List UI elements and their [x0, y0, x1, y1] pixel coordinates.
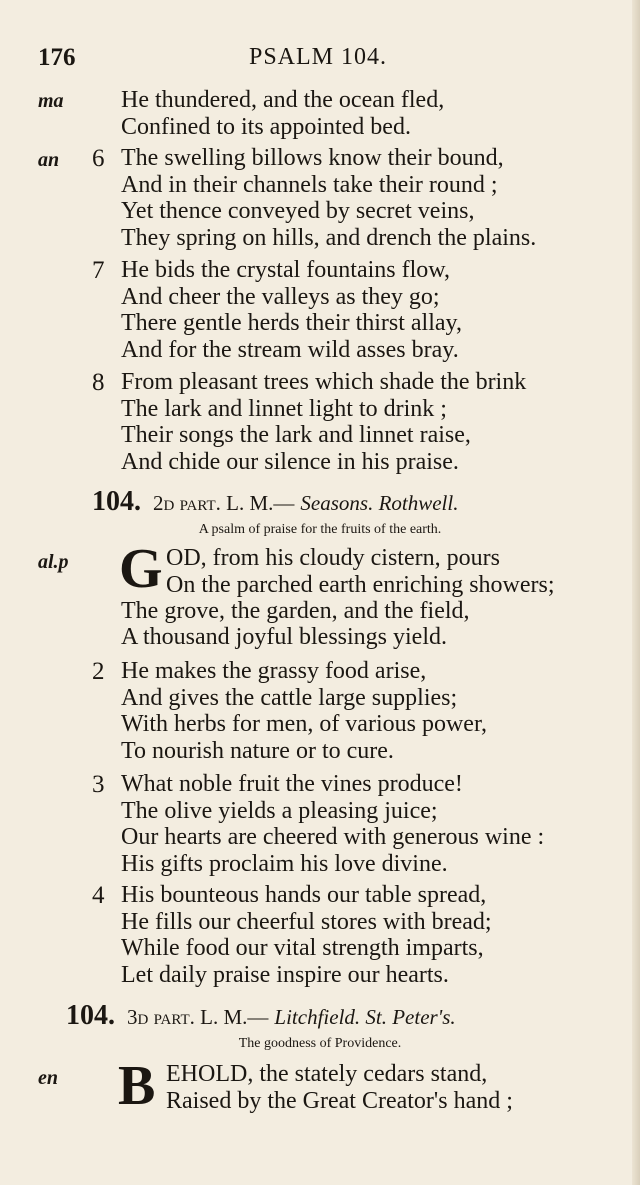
verse-line: There gentle herds their thirst allay, — [121, 310, 462, 336]
hymn-number: 104. — [92, 486, 141, 517]
verse-line: He fills our cheerful stores with bread; — [121, 909, 492, 935]
section-heading-part3 — [66, 1000, 456, 1032]
page-number: 176 — [38, 44, 76, 71]
section-heading-part2 — [92, 486, 458, 518]
verse-line: The olive yields a pleasing juice; — [121, 798, 438, 824]
section-subtitle: A psalm of praise for the fruits of the earth. — [198, 522, 442, 537]
meter-label: 3d part. L. M.— — [127, 1005, 269, 1029]
verse-number: 3 — [92, 771, 105, 798]
section-subtitle: The goodness of Providence. — [238, 1036, 402, 1051]
drop-cap-b: B — [118, 1055, 156, 1117]
verse-line: OD, from his cloudy cistern, pours — [166, 545, 500, 571]
verse-number: 8 — [92, 369, 105, 396]
verse-line: He bids the crystal fountains flow, — [121, 257, 451, 283]
verse-line: While food our vital strength imparts, — [121, 935, 484, 961]
hymn-number: 104. — [66, 1000, 115, 1031]
verse-line: On the parched earth enriching showers; — [166, 572, 555, 598]
meter-label: 2d part. L. M.— — [153, 491, 295, 515]
verse-line: Raised by the Great Creator's hand ; — [166, 1088, 513, 1114]
verse-line: A thousand joyful blessings yield. — [121, 624, 447, 650]
verse-line: Their songs the lark and linnet raise, — [121, 422, 471, 448]
page-header — [38, 44, 598, 78]
verse-line: With herbs for men, of various power, — [121, 711, 487, 737]
verse-line: What noble fruit the vines produce! — [121, 771, 463, 797]
verse-number: 2 — [92, 658, 105, 685]
verse-number: 4 — [92, 882, 105, 909]
verse-line: And gives the cattle large supplies; — [121, 685, 458, 711]
verse-line: Yet thence conveyed by secret veins, — [121, 198, 475, 224]
verse-line: He makes the grassy food arise, — [121, 658, 427, 684]
verse-line: EHOLD, the stately cedars stand, — [166, 1061, 488, 1087]
verse-number: 6 — [92, 145, 105, 172]
margin-annotation-an: an — [38, 149, 60, 171]
verse-line: And chide our silence in his praise. — [121, 449, 459, 475]
page-edge-shadow — [632, 0, 640, 1185]
verse-number: 7 — [92, 257, 105, 284]
tune-names: Seasons. Rothwell. — [300, 491, 459, 515]
verse-line: He thundered, and the ocean fled, — [121, 87, 445, 113]
tune-names: Litchfield. St. Peter's. — [274, 1005, 456, 1029]
margin-annotation-alp: al.p — [38, 551, 69, 573]
verse-line: Let daily praise inspire our hearts. — [121, 962, 449, 988]
verse-line: The swelling billows know their bound, — [121, 145, 504, 171]
verse-line: From pleasant trees which shade the brink — [121, 369, 527, 395]
verse-line: Confined to its appointed bed. — [121, 114, 411, 140]
margin-annotation-en: en — [38, 1067, 58, 1089]
verse-line: And in their channels take their round ; — [121, 172, 498, 198]
verse-line: His bounteous hands our table spread, — [121, 882, 487, 908]
verse-line: And cheer the valleys as they go; — [121, 284, 440, 310]
margin-annotation-ma: ma — [38, 90, 64, 112]
verse-line: Our hearts are cheered with generous wine : — [121, 824, 545, 850]
page-title: PSALM 104. — [248, 44, 388, 70]
drop-cap-g: G — [119, 538, 163, 600]
verse-line: The lark and linnet light to drink ; — [121, 396, 447, 422]
verse-line: To nourish nature or to cure. — [121, 738, 394, 764]
verse-line: And for the stream wild asses bray. — [121, 337, 459, 363]
verse-line: The grove, the garden, and the field, — [121, 598, 470, 624]
verse-line: They spring on hills, and drench the plains. — [121, 225, 537, 251]
verse-line: His gifts proclaim his love divine. — [121, 851, 448, 877]
